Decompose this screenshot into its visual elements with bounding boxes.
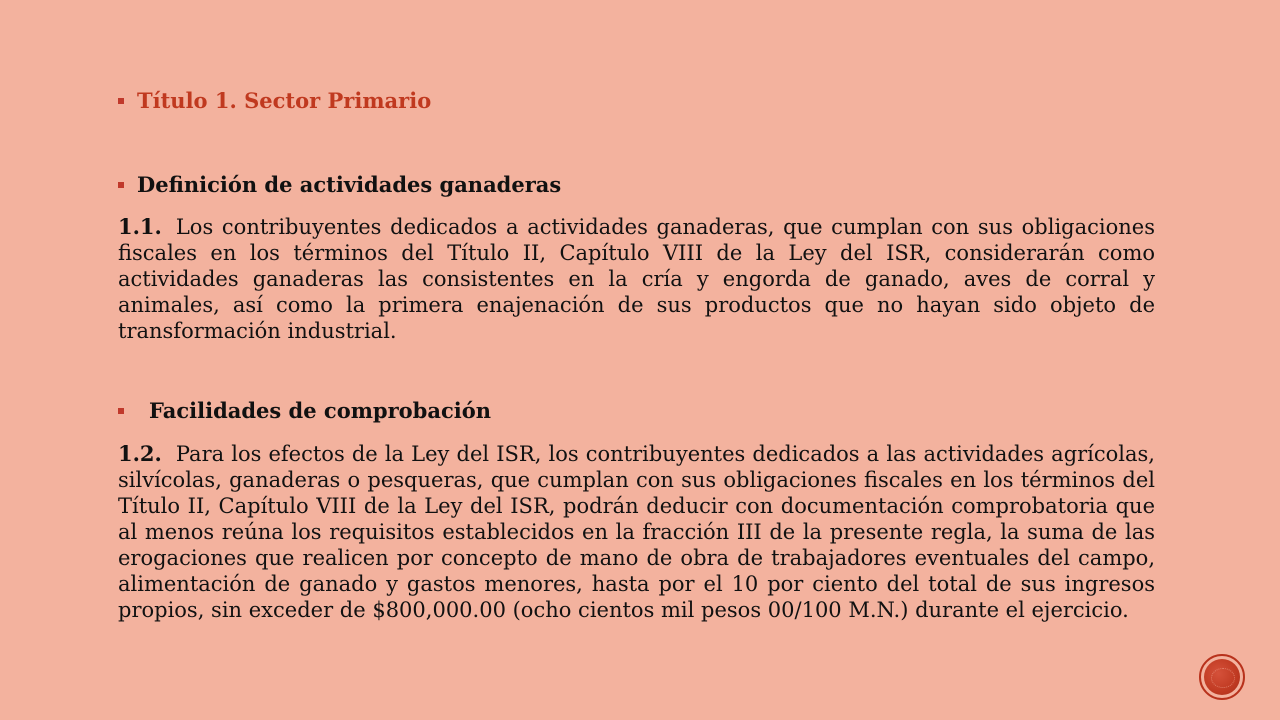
slide-title-text: Título 1. Sector Primario <box>137 88 432 113</box>
decorative-circle-logo-icon <box>1199 654 1245 700</box>
section-paragraph-2 <box>118 441 1155 623</box>
bullet-icon <box>118 408 124 414</box>
slide-title <box>118 88 431 113</box>
rule-number: 1.2. <box>118 441 162 466</box>
section-heading-text: Facilidades de comprobación <box>149 398 492 423</box>
rule-text: Los contribuyentes dedicados a actividades ganaderas, que cumplan con sus obligaciones fiscales en los términos del Título II, Capítulo VIII de la Ley del ISR, considerarán como actividades ganaderas las consistentes en la cría y engorda de ganado, aves de corral y animales, así como la primera enajenación de sus productos que no hayan sido objeto de transformación industrial. <box>118 215 1155 343</box>
logo-inner <box>1204 659 1240 695</box>
section-paragraph-1 <box>118 214 1155 344</box>
section-heading-text: Definición de actividades ganaderas <box>137 172 562 197</box>
section-heading-2 <box>118 398 491 423</box>
rule-text: Para los efectos de la Ley del ISR, los contribuyentes dedicados a las actividades agrícolas, silvícolas, ganaderas o pesqueras, que cumplan con sus obligaciones fiscales en los términos del Título II, Capítulo VIII de la Ley del ISR, podrán deducir con documentación comprobatoria que al menos reúna los requisitos establecidos en la fracción III de la presente regla, la suma de las erogaciones que realicen por concepto de mano de obra de trabajadores eventuales del campo, alimentación de ganado y gastos menores, hasta por el 10 por ciento del total de sus ingresos propios, sin exceder de $800,000.00 (ocho cientos mil pesos 00/100 M.N.) durante el ejercicio. <box>118 442 1155 622</box>
bullet-icon <box>118 98 124 104</box>
section-heading-1 <box>118 172 561 197</box>
bullet-icon <box>118 182 124 188</box>
rule-number: 1.1. <box>118 214 162 239</box>
